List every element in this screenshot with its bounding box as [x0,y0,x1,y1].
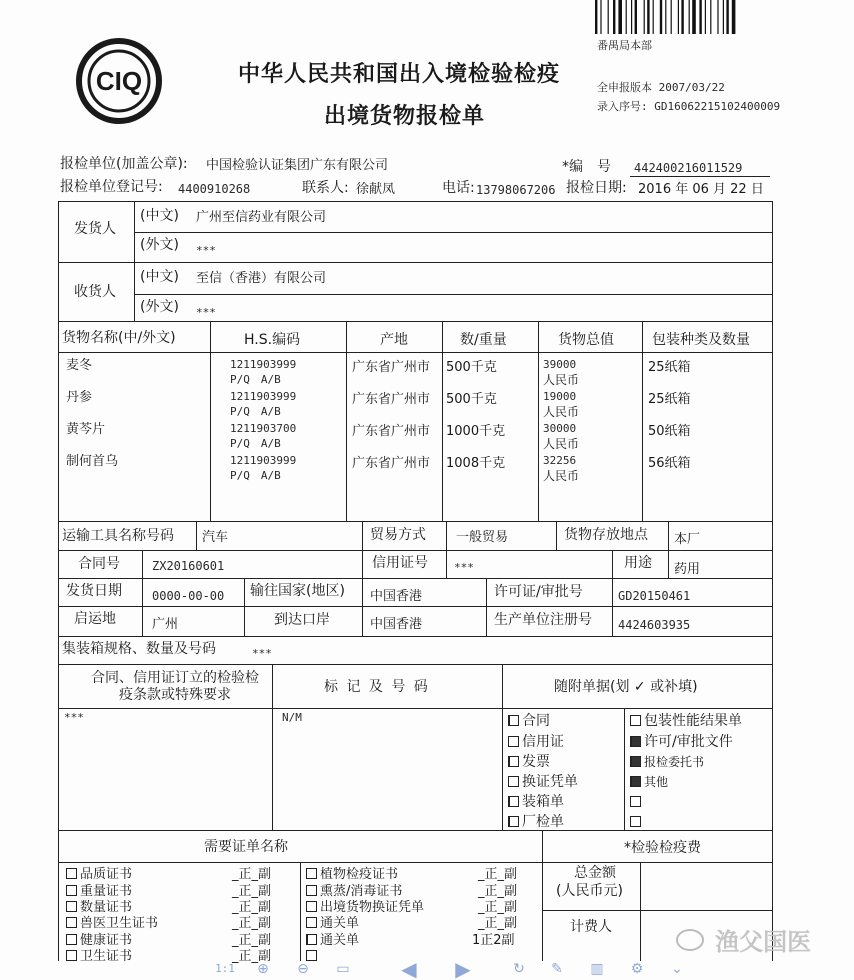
checkbox-icon[interactable] [508,736,519,747]
lc-label: 信用证号 [372,555,428,571]
barcode-bar [710,0,711,34]
checkbox-icon[interactable] [66,885,77,896]
prev-page-icon[interactable]: ◀ [401,957,417,980]
dest-country-label: 输往国家(地区) [250,583,345,599]
consignor-en-value: *** [196,244,216,257]
doc-right-item[interactable] [630,775,668,789]
permit-label: 许可证/审批号 [494,584,583,600]
record-number: 录入序号: GD16062215102400009 [597,100,781,113]
contract-label: 合同号 [78,556,120,572]
checkbox-icon[interactable] [508,776,519,787]
goods-qty: 1000千克 [446,424,506,439]
storage-label: 货物存放地点 [564,527,648,543]
terms-value: *** [64,711,84,724]
form-title: 中华人民共和国出入境检验检疫 [238,62,561,87]
doc-right-label: 包装性能结果单 [644,713,742,729]
cert-right-label: 植物检疫证书 [320,867,399,882]
cert-right-item[interactable] [306,917,359,930]
vehicle-value: 汽车 [202,530,229,545]
consignee-en-value: *** [196,306,216,319]
consignee-cn-label: (中文) [140,269,179,285]
checkbox-icon[interactable] [630,715,641,726]
goods-origin: 广东省广州市 [352,360,431,375]
checked-box-icon[interactable] [508,756,519,767]
cert-right-label: 通关单 [320,933,360,948]
cert-left-item[interactable] [66,934,132,947]
cert-right-label: 出境货物换证凭单 [320,900,425,915]
checked-box-icon[interactable] [508,796,519,807]
trade-value: 一般贸易 [456,530,509,545]
checkbox-icon[interactable] [66,950,77,961]
consignor-en-label: (外文) [140,237,179,253]
rotate-icon[interactable]: ↻ [513,961,525,977]
barcode-bar [671,0,672,34]
settings-icon[interactable]: ⚙ [630,961,644,977]
barcode-caption: 番禺局本部 [597,39,652,52]
ciq-logo [76,38,162,124]
consignor-label: 发货人 [74,221,116,237]
checked-box-icon[interactable] [630,736,641,747]
certificates-header: 需要证单名称 [204,839,288,855]
cert-right-item[interactable] [306,868,398,881]
checkbox-icon[interactable] [306,901,317,912]
barcode-bar [626,0,627,34]
cert-copies: _正_副 [232,867,272,882]
form-subtitle: 出境货物报检单 [324,104,486,129]
origin-port-label: 启运地 [74,611,116,627]
doc-right-item[interactable] [630,755,704,769]
checked-box-icon[interactable] [630,756,641,767]
phone-value: 13798067206 [476,183,556,197]
vehicle-label: 运输工具名称号码 [62,528,174,544]
barcode-bar [705,0,706,34]
actual-size-button[interactable]: 1:1 [215,962,235,975]
barcode-bar [653,0,654,34]
doc-left-label: 换证凭单 [522,774,578,790]
contact-value: 徐献凤 [356,182,396,197]
cert-copies: _正_副 [478,900,518,915]
goods-name: 黄芩片 [66,422,106,437]
edit-icon[interactable]: ✎ [551,961,563,977]
checked-box-icon[interactable] [630,776,641,787]
goods-col-origin: 产地 [380,332,408,348]
terms-header: 合同、信用证订立的检验检疫条款或特殊要求 [91,670,259,703]
doc-right-label: 报检委托书 [644,755,705,769]
number-value: 442400216011529 [634,161,743,175]
doc-left-item[interactable] [508,775,578,789]
number-label: *编 号 [562,159,611,175]
goods-col-qty: 数/重量 [460,332,507,348]
doc-right-label: 其他 [644,775,669,789]
cert-copies: _正_副 [232,949,272,964]
zoom-in-icon[interactable]: ⊕ [257,961,269,977]
goods-origin: 广东省广州市 [352,456,431,471]
goods-value: 30000 [543,422,577,435]
docs-header: 随附单据(划 ✓ 或补填) [554,679,698,695]
doc-left-item[interactable] [508,755,550,769]
dest-country-value: 中国香港 [370,589,423,604]
cert-right-label: 通关单 [320,916,360,931]
doc-left-label: 发票 [522,754,550,770]
customs-copies: 1正2副 [472,933,515,948]
goods-hs-code: 1211903999 [230,358,297,371]
cert-left-item[interactable] [66,901,132,914]
goods-pq: P/Q A/B [230,437,281,450]
goods-origin: 广东省广州市 [352,392,431,407]
doc-left-label: 信用证 [522,734,564,750]
barcode-bar [600,0,601,34]
goods-currency: 人民币 [543,437,580,451]
doc-right-label: 许可/审批文件 [644,734,733,750]
goods-qty: 1008千克 [446,456,506,471]
cert-copies: _正_副 [232,916,272,931]
cert-left-label: 数量证书 [80,900,133,915]
goods-name: 丹参 [66,390,93,405]
checkbox-icon[interactable] [66,917,77,928]
doc-left-item[interactable] [508,735,564,749]
cert-left-item[interactable] [66,868,132,881]
checkbox-icon[interactable] [66,934,77,945]
date-value: 2016 年 06 月 22 日 [638,182,764,197]
checkbox-icon[interactable] [630,796,641,807]
cert-left-label: 健康证书 [80,933,133,948]
consignor-cn-value: 广州至信药业有限公司 [196,210,327,225]
cert-copies: _正_副 [478,916,518,931]
total-label: 总金额 [574,865,616,881]
goods-col-pack: 包装种类及数量 [652,332,750,348]
checked-box-icon[interactable] [306,934,317,945]
goods-currency: 人民币 [543,405,580,419]
consignee-label: 收货人 [74,284,116,300]
checkbox-icon[interactable] [66,868,77,879]
total-sublabel: (人民币元) [556,883,623,899]
goods-col-hs: H.S.编码 [244,332,301,348]
lc-value: *** [454,561,474,574]
barcode-bar [647,0,649,34]
reg-value: 4400910268 [178,182,251,196]
cert-left-label: 卫生证书 [80,949,133,964]
cert-right-item[interactable] [306,901,424,914]
reg-label: 报检单位登记号: [60,179,163,195]
zoom-out-icon[interactable]: ⊖ [297,961,309,977]
doc-left-item[interactable] [508,815,564,829]
container-label: 集装箱规格、数量及号码 [62,641,216,657]
checkbox-icon[interactable] [306,868,317,879]
usage-label: 用途 [624,555,652,571]
cert-copies: _正_副 [478,867,518,882]
barcode-bar [678,0,679,34]
consignee-en-label: (外文) [140,299,179,315]
fee-header: *检验检疫费 [624,840,701,856]
goods-hs-code: 1211903999 [230,390,297,403]
usage-value: 药用 [674,562,701,577]
doc-right-item[interactable] [630,735,733,749]
goods-hs-code: 1211903700 [230,422,297,435]
logo-text: CIQ [95,66,143,96]
watermark: 渔父国医 [676,922,811,957]
charger-label: 计费人 [570,919,612,935]
barcode-bar [618,0,622,34]
marks-header: 标 记 及 号 码 [324,679,430,695]
goods-pack: 25纸箱 [648,360,691,375]
cert-left-label: 兽医卫生证书 [80,916,159,931]
phone-label: 电话: [442,180,475,196]
barcode-bar [726,0,728,34]
contact-label: 联系人: [302,180,349,196]
storage-value: 本厂 [674,532,701,547]
barcode-bar [613,0,615,34]
checkbox-icon[interactable] [66,901,77,912]
consignee-cn-value: 至信（香港）有限公司 [196,271,327,286]
goods-value: 19000 [543,390,577,403]
cert-left-label: 重量证书 [80,884,133,899]
expand-icon[interactable]: ⌄ [671,961,683,977]
barcode-bar [692,0,696,34]
date-label: 报检日期: [566,180,627,196]
checkbox-icon[interactable] [630,816,641,827]
barcode-bar [660,0,662,34]
barcode-image [593,0,773,36]
doc-left-label: 装箱单 [522,794,564,810]
container-value: *** [252,647,272,660]
arrival-port-value: 中国香港 [370,617,423,632]
cert-copies: _正_副 [232,933,272,948]
doc-right-item[interactable] [630,714,742,728]
barcode-bar [644,0,645,34]
doc-left-item[interactable] [508,795,564,809]
goods-col-name: 货物名称(中/外文) [62,330,176,346]
barcode-bar [699,0,701,34]
cert-right-item[interactable] [306,934,359,947]
barcode-bar [635,0,637,34]
doc-right-item[interactable] [630,795,644,809]
version-text: 全申报版本 2007/03/22 [597,81,725,94]
barcode-bar [681,0,683,34]
consignor-cn-label: (中文) [140,208,179,224]
doc-left-item[interactable] [508,714,550,728]
barcode-bar [595,0,597,34]
goods-currency: 人民币 [543,469,580,483]
goods-currency: 人民币 [543,373,580,387]
checkbox-icon[interactable] [306,885,317,896]
goods-value: 39000 [543,358,577,371]
cert-left-item[interactable] [66,917,158,930]
cert-copies: _正_副 [478,884,518,899]
goods-pq: P/Q A/B [230,405,281,418]
checked-box-icon[interactable] [508,715,519,726]
next-page-icon[interactable]: ▶ [455,957,471,980]
goods-name: 麦冬 [66,358,93,373]
unit-label: 报检单位(加盖公章): [60,156,188,172]
marks-value: N/M [282,711,302,724]
goods-value: 32256 [543,454,577,467]
doc-left-label: 合同 [522,713,550,729]
origin-port-value: 广州 [152,617,179,632]
producer-label: 生产单位注册号 [494,612,592,628]
cert-left-item[interactable] [66,885,132,898]
fit-page-icon[interactable]: ▭ [336,961,350,977]
goods-qty: 500千克 [446,360,497,375]
goods-origin: 广东省广州市 [352,424,431,439]
cert-right-label: 熏蒸/消毒证书 [320,884,403,899]
goods-pack: 25纸箱 [648,392,691,407]
barcode-bar [608,0,609,34]
goods-name: 制何首乌 [66,454,119,469]
barcode-bar [689,0,690,34]
barcode-bar [717,0,718,34]
cert-copies: _正_副 [232,900,272,915]
barcode-bar [723,0,724,34]
doc-left-label: 厂检单 [522,814,564,830]
contract-value: ZX20160601 [152,559,225,573]
cert-right-item[interactable] [306,885,402,898]
unit-value: 中国检验认证集团广东有限公司 [206,158,389,173]
goods-pack: 56纸箱 [648,456,691,471]
ship-date-label: 发货日期 [66,583,122,599]
goods-pack: 50纸箱 [648,424,691,439]
barcode-bar [665,0,666,34]
goods-col-value: 货物总值 [558,332,614,348]
checked-box-icon[interactable] [508,816,519,827]
ship-date-value: 0000-00-00 [152,589,225,603]
goods-hs-code: 1211903999 [230,454,297,467]
cert-left-label: 品质证书 [80,867,133,882]
goods-qty: 500千克 [446,392,497,407]
permit-value: GD20150461 [618,589,691,603]
goods-pq: P/Q A/B [230,469,281,482]
producer-value: 4424603935 [618,618,691,632]
arrival-port-label: 到达口岸 [274,612,330,628]
cert-left-item[interactable] [66,950,132,963]
cert-copies: _正_副 [232,884,272,899]
wechat-icon [676,929,704,951]
doc-right-item[interactable] [630,815,644,829]
trade-label: 贸易方式 [370,527,426,543]
checkbox-icon[interactable] [306,917,317,928]
viewer-toolbar [210,958,700,980]
goods-pq: P/Q A/B [230,373,281,386]
barcode-bar [732,0,736,34]
delete-icon[interactable]: ▥ [590,961,604,977]
barcode-bar [631,0,632,34]
